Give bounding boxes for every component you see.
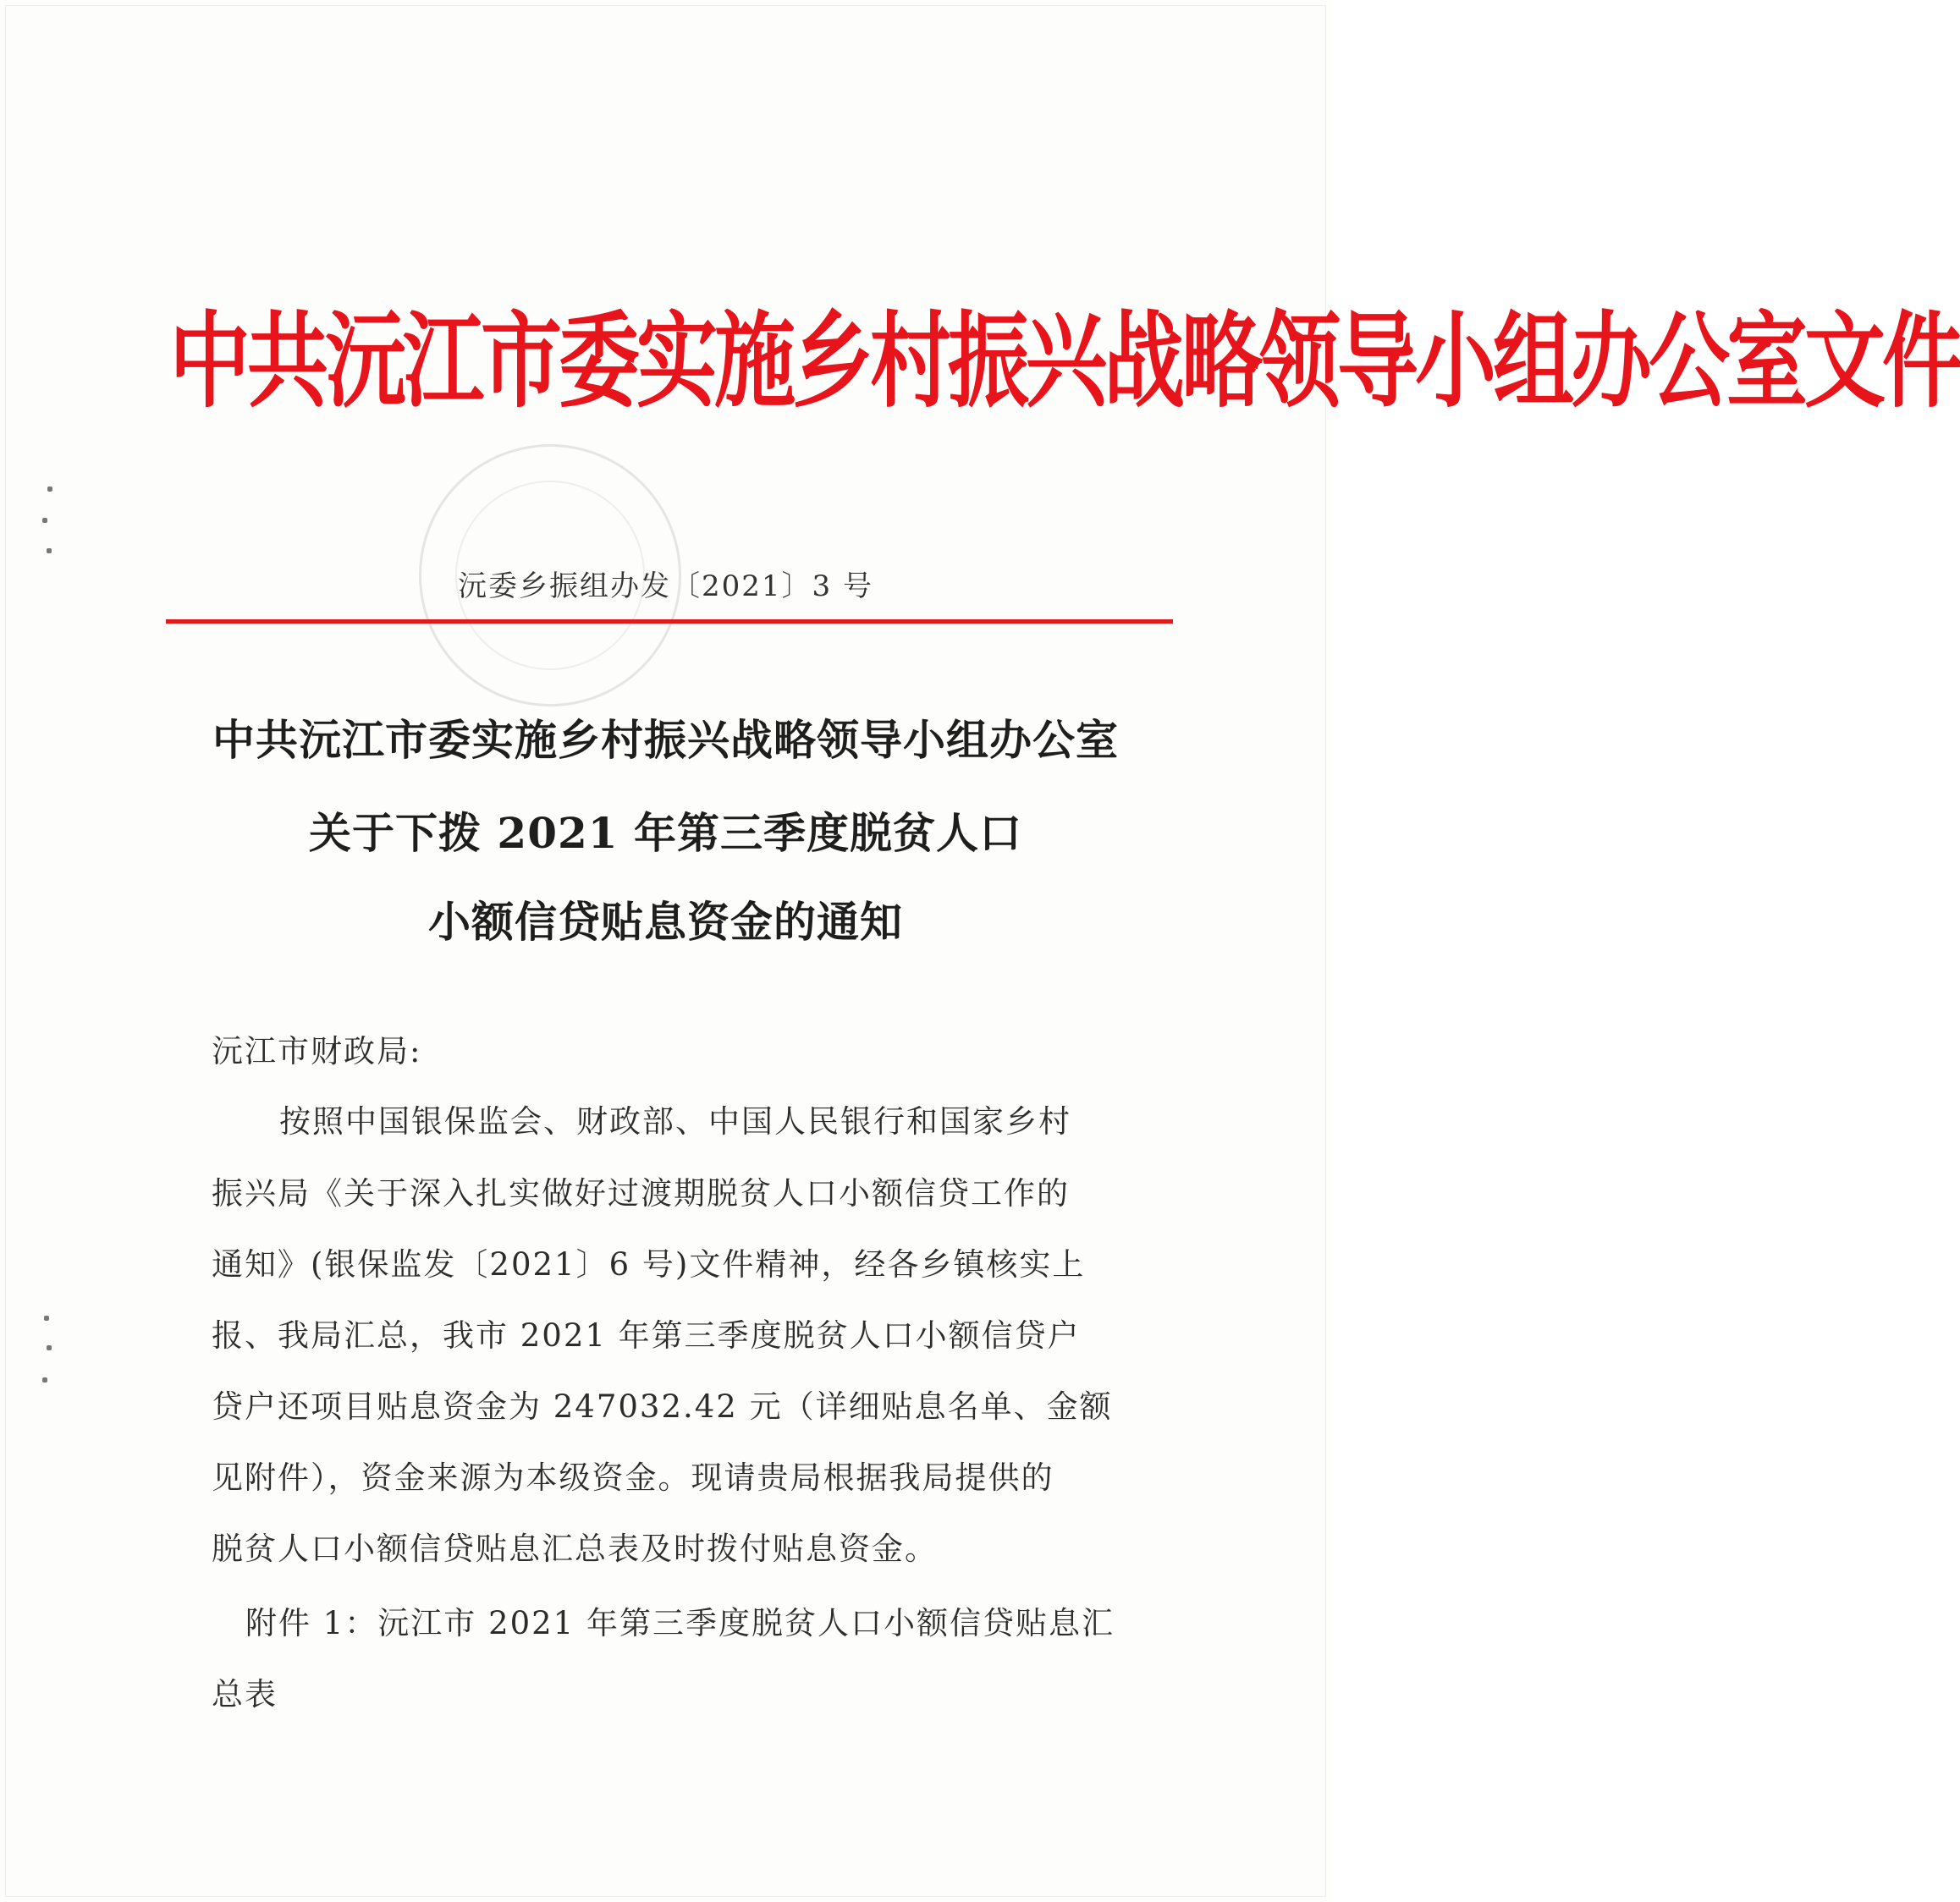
binding-hole-mark	[42, 1377, 47, 1383]
binding-hole-mark	[47, 486, 52, 492]
salutation: 沅江市财政局:	[212, 1033, 422, 1069]
binding-hole-mark	[47, 1345, 52, 1350]
body-line-6: 见附件），资金来源为本级资金。现请贵局根据我局提供的	[212, 1459, 1054, 1496]
document-number: 沅委乡振组办发〔2021〕3 号	[458, 569, 873, 603]
title-line-3: 小额信贷贴息资金的通知	[428, 897, 903, 947]
body-line-7: 脱贫人口小额信贷贴息汇总表及时拨付贴息资金。	[212, 1531, 938, 1567]
body-line-1: 按照中国银保监会、财政部、中国人民银行和国家乡村	[279, 1103, 1071, 1140]
attachment-line-2: 总表	[212, 1676, 278, 1712]
binding-hole-mark	[44, 1316, 49, 1321]
red-divider-line	[166, 619, 1173, 624]
body-line-2: 振兴局《关于深入扎实做好过渡期脱贫人口小额信贷工作的	[212, 1175, 1070, 1212]
attachment-line-1: 附件 1：沅江市 2021 年第三季度脱贫人口小额信贷贴息汇	[245, 1605, 1115, 1641]
binding-hole-mark	[42, 518, 47, 523]
body-line-5: 贷户还项目贴息资金为 247032.42 元（详细贴息名单、金额	[212, 1388, 1113, 1425]
binding-hole-mark	[47, 548, 52, 553]
title-line-2: 关于下拨 2021 年第三季度脱贫人口	[309, 808, 1022, 858]
red-masthead: 中共沅江市委实施乡村振兴战略领导小组办公室文件	[169, 300, 1960, 422]
body-line-3: 通知》(银保监发〔2021〕6 号)文件精神，经各乡镇核实上	[212, 1246, 1086, 1283]
body-line-4: 报、我局汇总，我市 2021 年第三季度脱贫人口小额信贷户	[212, 1317, 1081, 1354]
title-line-1: 中共沅江市委实施乡村振兴战略领导小组办公室	[212, 715, 1119, 765]
